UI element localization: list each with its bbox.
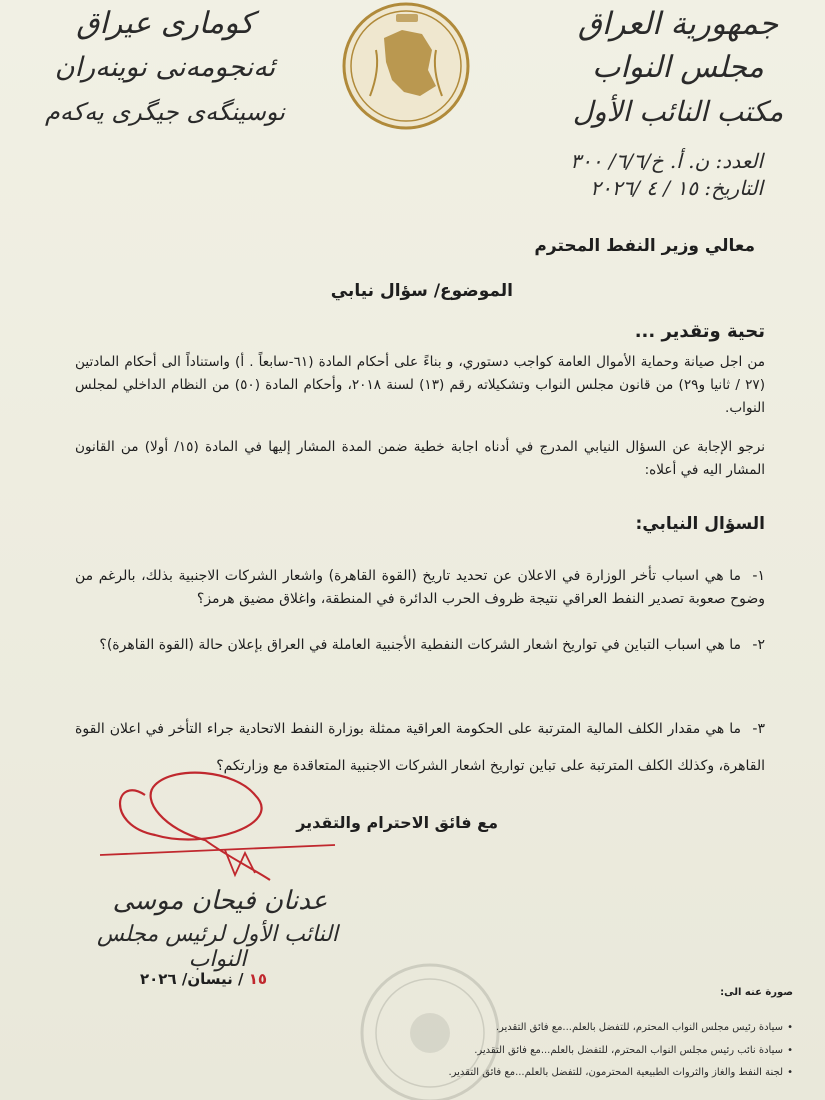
kurdish-letterhead (40, 2, 290, 134)
letterhead-line-1: جمهورية العراق (577, 6, 779, 42)
copy-recipient (448, 1066, 793, 1080)
signature-date-day: ١٥ (248, 970, 268, 988)
arabic-letterhead (553, 2, 803, 134)
copy-recipient-text: سيادة نائب رئيس مجلس النواب المحترم، للتفضل بالعلم...مع فائق التقدير. (474, 1045, 783, 1056)
bullet-icon: • (787, 1045, 793, 1056)
greeting: تحية وتقدير ... (634, 321, 765, 342)
signature-date-rest: / نيسان/ ٢٠٢٦ (140, 970, 244, 988)
kurdish-line-2: ئه‌نجومه‌نی نوینه‌ران (54, 52, 276, 83)
parliament-emblem-icon (340, 0, 472, 132)
signatory-title: النائب الأول لرئيس مجلس النواب (96, 922, 339, 972)
question-number: ٢- (752, 637, 765, 653)
question-item (75, 634, 765, 657)
letterhead-line-3: مكتب النائب الأول (572, 95, 784, 128)
question-text: ما هي اسباب تأخر الوزارة في الاعلان عن تحديد تاريخ (القوة القاهرة) واشعار الشركات الاجنبية بذلك، بالرغم من وضوح صعوبة تصدير النفط العراقي نتيجة ظروف الحرب الدائرة في المنطقة، واغلاق مضيق هرمز؟ (75, 568, 765, 607)
signature-date (140, 970, 267, 988)
handwritten-signature-icon (85, 755, 345, 890)
kurdish-line-1: كوماری عیراق (76, 6, 254, 41)
question-text: ما هي مقدار الكلف المالية المترتبة على الحكومة العراقية ممثلة بوزارة النفط الاتحادية جراء التأخر في اعلان القوة القاهرة، وكذلك الكلف المترتبة على تباين تواريخ اشعار الشركات الاجنبية المتعاقدة مع وزارتكم؟ (75, 721, 765, 774)
kurdish-line-3: نوسینگه‌ی جیگری یه‌كه‌م (45, 98, 285, 126)
signatory-name: عدنان فيحان موسى (112, 886, 328, 916)
bullet-icon: • (787, 1022, 793, 1033)
copy-recipient-text: لجنة النفط والغاز والثروات الطبيعية المحترمون، للتفضل بالعلم...مع فائق التقدير. (448, 1067, 783, 1078)
copy-recipient (474, 1044, 793, 1058)
reference-number: العدد: ن. أ. خ/٦/٦/ ٣٠٠ (570, 149, 763, 173)
reference-block (483, 148, 763, 202)
addressee: معالي وزير النفط المحترم (534, 236, 755, 256)
question-text: ما هي اسباب التباين في تواريخ اشعار الشركات النفطية الأجنبية العاملة في العراق بإعلان حالة (القوة القاهرة)؟ (99, 637, 741, 653)
copy-recipient-text: سيادة رئيس مجلس النواب المحترم، للتفضل بالعلم...مع فائق التقدير. (495, 1022, 783, 1033)
subject-line: الموضوع/ سؤال نيابي (330, 281, 513, 301)
bullet-icon: • (787, 1067, 793, 1078)
question-item (75, 565, 765, 611)
closing-line: مع فائق الاحترام والتقدير (296, 813, 498, 832)
letterhead-line-2: مجلس النواب (592, 50, 764, 85)
question-number: ١- (752, 568, 765, 584)
copy-recipient (496, 1021, 793, 1035)
reference-date: التاريخ: ١٥ / ٤ /٢٠٢٦ (590, 176, 763, 200)
paragraph-request: نرجو الإجابة عن السؤال النيابي المدرج في أدناه اجابة خطية ضمن المدة المشار إليها في المادة (١٥/ أولا) من القانون المشار اليه في أعلاه: (75, 439, 765, 478)
question-number: ٣- (752, 721, 765, 737)
paragraph-legal-basis: من اجل صيانة وحماية الأموال العامة كواجب دستوري، و بناءً على أحكام المادة (٦١-سابعاً . أ) واستناداً الى أحكام المادتين (٢٧ / ثانيا و٢٩) من قانون مجلس النواب وتشكيلاته رقم (١٣) لسنة ٢٠١٨، وأحكام المادة (٥٠) من النظام الداخلي لمجلس النواب. (75, 354, 766, 416)
copies-title: صورة عنه الى: (720, 987, 793, 998)
questions-title: السؤال النيابي: (635, 514, 765, 534)
